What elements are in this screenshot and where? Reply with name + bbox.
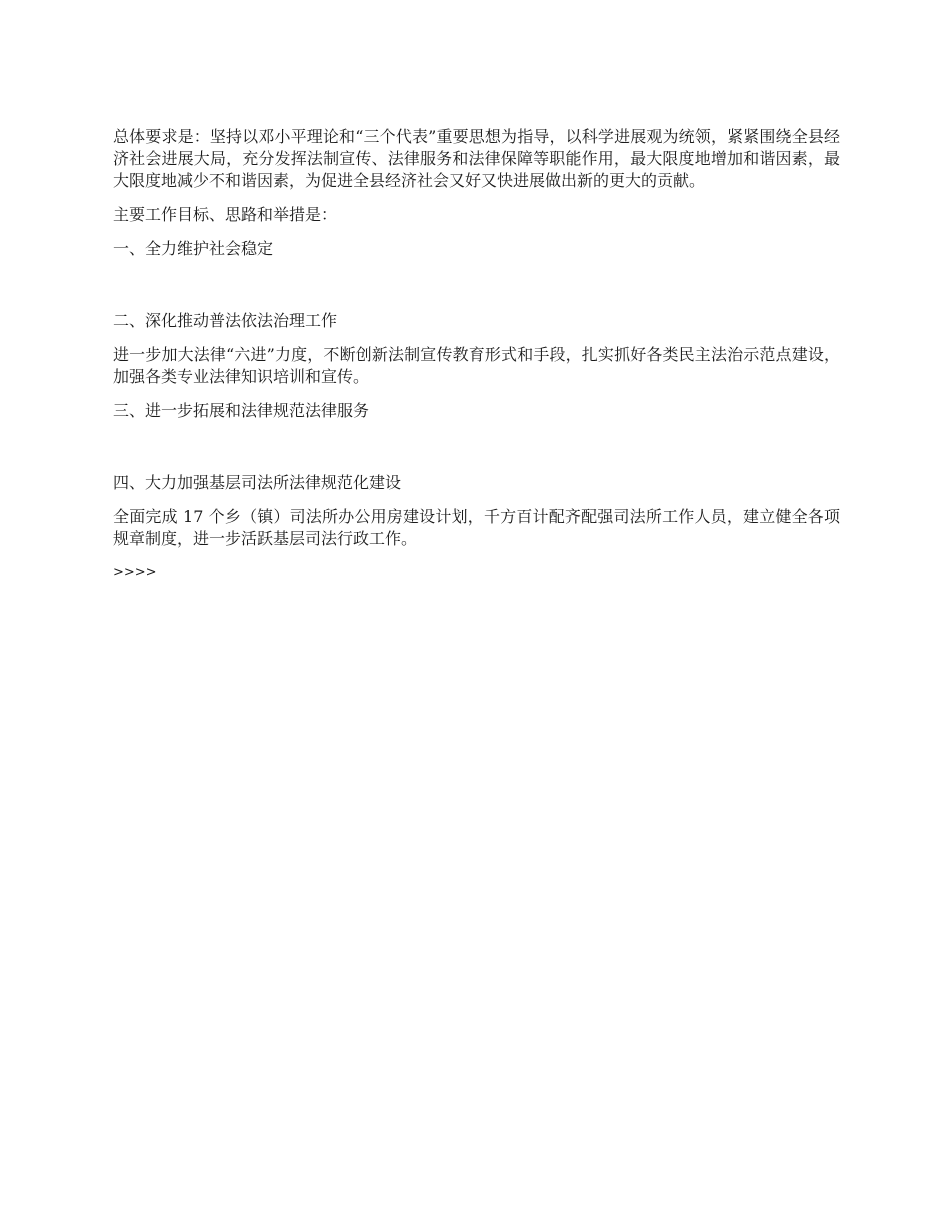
- paragraph-main-goals: 主要工作目标、思路和举措是：: [113, 205, 338, 224]
- section-heading-3: 三、进一步拓展和法律规范法律服务: [113, 401, 370, 420]
- section-heading-1: 一、全力维护社会稳定: [113, 239, 274, 258]
- continuation-marker: >>>>: [113, 565, 157, 580]
- paragraph-judicial-offices: 全面完成 17 个乡（镇）司法所办公用房建设计划，千方百计配齐配强司法所工作人员，建立健全各项规章制度，进一步活跃基层司法行政工作。: [113, 507, 840, 548]
- section-heading-4: 四、大力加强基层司法所法律规范化建设: [113, 473, 402, 492]
- document-body: [113, 126, 840, 584]
- section-heading-2: 二、深化推动普法依法治理工作: [113, 311, 338, 330]
- paragraph-general-requirements: 总体要求是：坚持以邓小平理论和“三个代表”重要思想为指导，以科学进展观为统领，紧紧围绕全县经济社会进展大局，充分发挥法制宣传、法律服务和法律保障等职能作用，最大限度地增加和谐因素，最大限度地减少不和谐因素，为促进全县经济社会又好又快进展做出新的更大的贡献。: [113, 127, 840, 190]
- paragraph-legal-education: 进一步加大法律“六进”力度，不断创新法制宣传教育形式和手段，扎实抓好各类民主法治示范点建设，加强各类专业法律知识培训和宣传。: [113, 345, 840, 386]
